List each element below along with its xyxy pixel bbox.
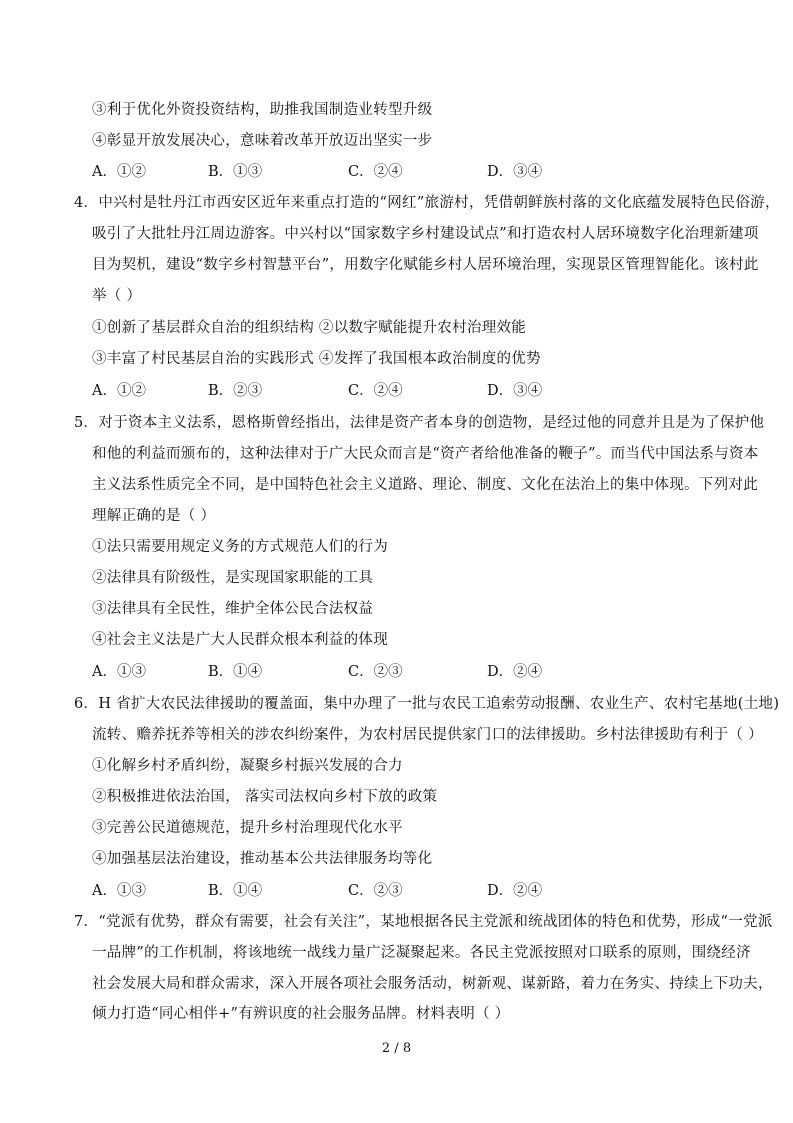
- q7-stem-line: 7．“党派有优势，群众有需要，社会有关注”，某地根据各民主党派和统战团体的特色和优势，形成“一党派: [74, 914, 773, 930]
- q5-stem-line: 主义法系性质完全不同，是中国特色社会主义道路、理论、制度、文化在法治上的集中体现。下列对此: [92, 477, 758, 493]
- q6-stem-line: 流转、赡养抚养等相关的涉农纠纷案件，为农村居民提供家门口的法律援助。乡村法律援助有利于（ ）: [92, 727, 763, 743]
- q4-stem-line: 目为契机，建设“数字乡村智慧平台”，用数字化赋能乡村人居环境治理，实现景区管理智能化。该村此: [92, 257, 759, 273]
- q5-stem-line: 理解正确的是（ ）: [92, 508, 216, 524]
- q4-option-c: C．②④: [348, 383, 403, 399]
- q3-option-d: D．③④: [487, 164, 543, 180]
- q3-option-b: B．①③: [208, 164, 263, 180]
- q5-option-b: B．①④: [208, 664, 263, 680]
- q6-item-3: ③完善公民道德规范，提升乡村治理现代化水平: [92, 820, 403, 836]
- q4-stem-line: 4．中兴村是牡丹江市西安区近年来重点打造的“网红”旅游村，凭借朝鲜族村落的文化底蕴发展特色民俗游，: [74, 195, 780, 211]
- q6-option-d: D．②④: [487, 883, 543, 899]
- q5-option-d: D．②④: [487, 664, 543, 680]
- q5-stem-line: 5．对于资本主义法系，恩格斯曾经指出，法律是资产者本身的创造物，是经过他的同意并且是为了保护他: [74, 415, 765, 431]
- q4-option-d: D．③④: [487, 383, 543, 399]
- q3-option-a: A．①②: [92, 164, 146, 180]
- q4-items-row: ③丰富了村民基层自治的实践形式 ④发挥了我国根本政治制度的优势: [92, 351, 541, 367]
- q6-option-a: A．①③: [92, 883, 146, 899]
- q6-stem-line: 6．H 省扩大农民法律援助的覆盖面，集中办理了一批与农民工追索劳动报酬、农业生产、农村宅基地(土地): [74, 696, 780, 712]
- page-number: 2 / 8: [381, 1041, 412, 1056]
- q3-item-3: ③利于优化外资投资结构，助推我国制造业转型升级: [92, 102, 433, 118]
- q3-item-4: ④彰显开放发展决心，意味着改革开放迈出坚实一步: [92, 133, 433, 149]
- q6-option-b: B．①④: [208, 883, 263, 899]
- q4-stem-line: 吸引了大批牡丹江周边游客。中兴村以“国家数字乡村建设试点”和打造农村人居环境数字化治理新建项: [92, 226, 759, 242]
- q3-option-c: C．②④: [348, 164, 403, 180]
- q4-option-b: B．②③: [208, 383, 263, 399]
- q4-option-a: A．①②: [92, 383, 146, 399]
- q5-option-c: C．②③: [348, 664, 403, 680]
- q6-item-2: ②积极推进依法治国， 落实司法权向乡村下放的政策: [92, 789, 438, 805]
- q5-item-3: ③法律具有全民性，维护全体公民合法权益: [92, 601, 374, 617]
- q4-stem-line: 举（ ）: [92, 288, 142, 304]
- q5-option-a: A．①③: [92, 664, 146, 680]
- q7-stem-line: 一品牌”的工作机制，将该地统一战线力量广泛凝聚起来。各民主党派按照对口联系的原则，围绕经济: [92, 945, 751, 961]
- q7-stem-line: 社会发展大局和群众需求，深入开展各项社会服务活动，树新观、谋新路，着力在务实、持续上下功夫，: [92, 976, 773, 992]
- q5-item-1: ①法只需要用规定义务的方式规范人们的行为: [92, 539, 388, 555]
- q4-items-row: ①创新了基层群众自治的组织结构 ②以数字赋能提升农村治理效能: [92, 320, 527, 336]
- q6-item-4: ④加强基层法治建设，推动基本公共法律服务均等化: [92, 851, 433, 867]
- q6-option-c: C．②③: [348, 883, 403, 899]
- q5-item-2: ②法律具有阶级性，是实现国家职能的工具: [92, 570, 374, 586]
- q7-stem-line: 倾力打造“同心相伴+”有辨识度的社会服务品牌。材料表明（ ）: [92, 1006, 510, 1022]
- q6-item-1: ①化解乡村矛盾纠纷，凝聚乡村振兴发展的合力: [92, 758, 403, 774]
- q5-stem-line: 和他的利益而颁布的，这种法律对于广大民众而言是“资产者给他准备的鞭子”。而当代中国法系与资本: [92, 446, 759, 462]
- q5-item-4: ④社会主义法是广大人民群众根本利益的体现: [92, 632, 388, 648]
